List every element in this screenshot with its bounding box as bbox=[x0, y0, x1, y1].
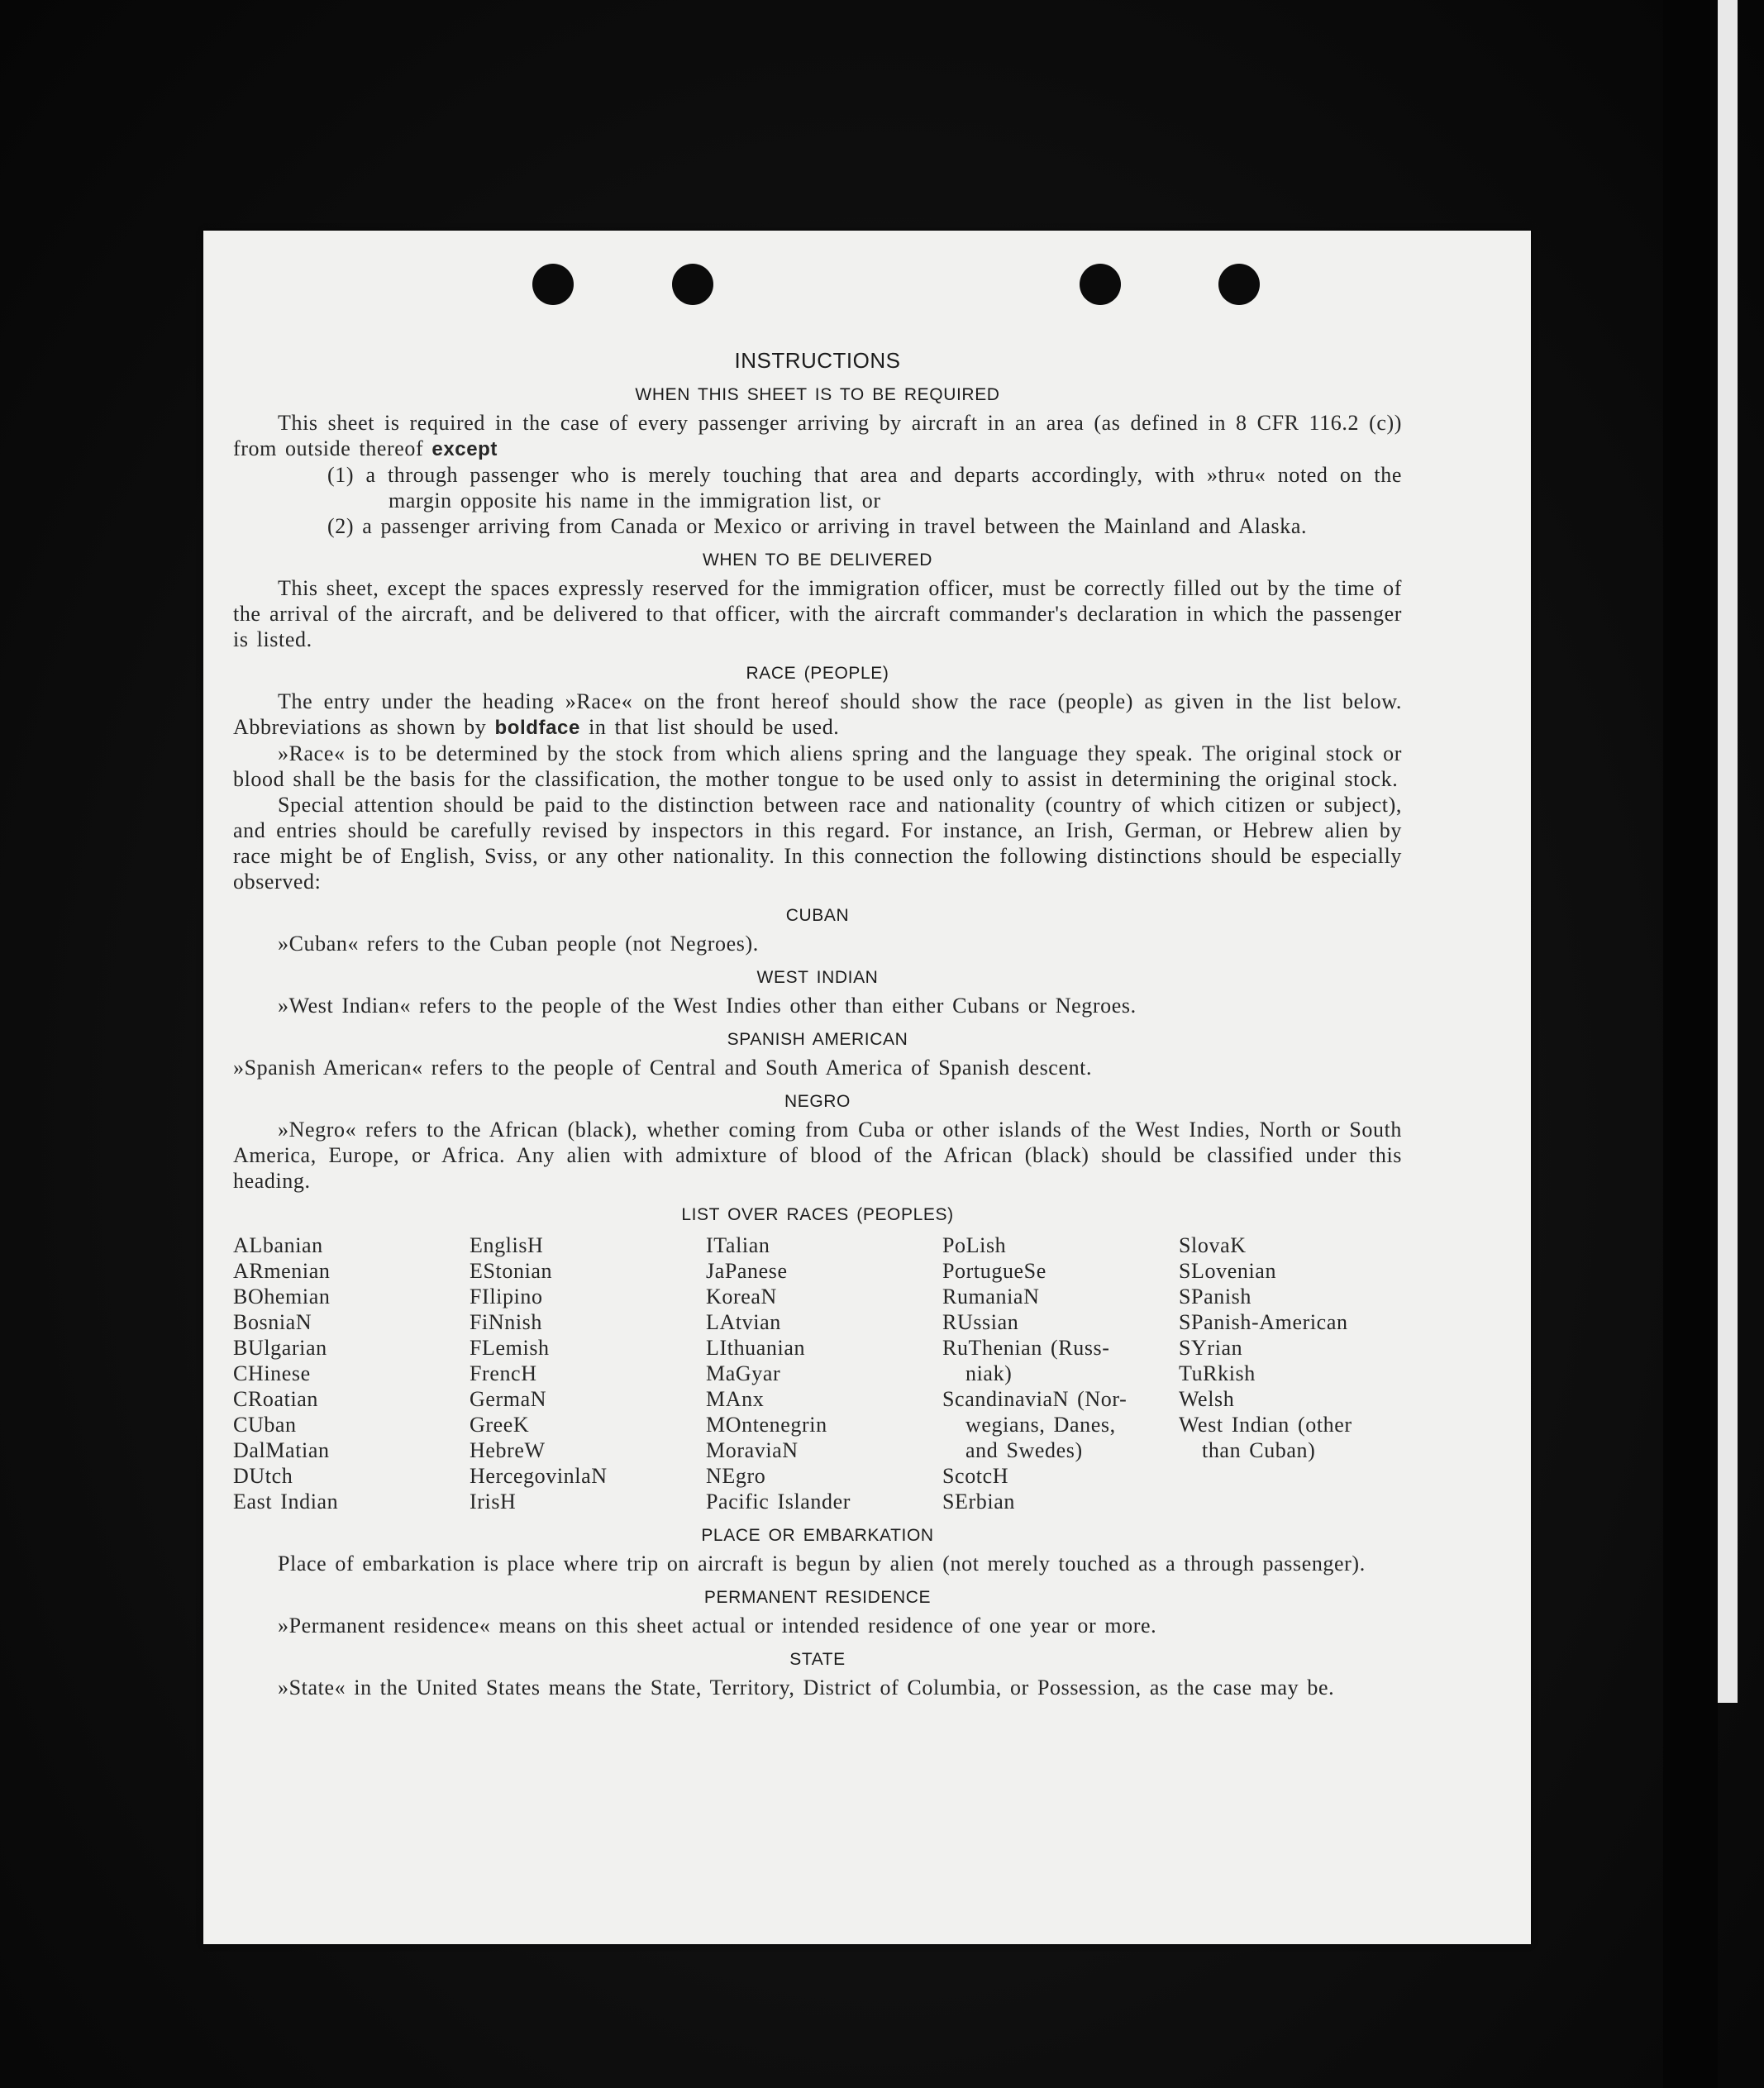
race-entry: SPanish bbox=[1179, 1285, 1252, 1309]
race-entry: GreeK bbox=[470, 1413, 530, 1437]
race-entry: RuThenian (Russ- bbox=[942, 1336, 1110, 1360]
race-entry: RumaniaN bbox=[942, 1285, 1040, 1309]
race-entry: FiNnish bbox=[470, 1310, 543, 1334]
heading-when-delivered: WHEN TO BE DELIVERED bbox=[702, 551, 933, 570]
race-entry: SPanish-American bbox=[1179, 1310, 1348, 1334]
race-entry: PoLish bbox=[942, 1233, 1007, 1257]
heading-cuban: CUBAN bbox=[785, 906, 850, 925]
race-entry: ScotcH bbox=[942, 1464, 1009, 1488]
race-entry: than Cuban) bbox=[1202, 1438, 1316, 1462]
race-entry: BosniaN bbox=[233, 1310, 312, 1334]
race-entry: SErbian bbox=[942, 1490, 1015, 1514]
paragraph-race-3: Special attention should be paid to the distinction between race and nationality (country of which citizen or subject), and entries should be carefully revised by inspectors in this regard. For instance, an Irish, German, or Hebrew alien by race might be of English, Sviss, or any other nationality. In this connection the following distinctions should be especially observed: bbox=[233, 793, 1402, 894]
heading-state: STATE bbox=[789, 1650, 846, 1669]
film-edge-shadow bbox=[1663, 0, 1718, 2088]
race-entry: SYrian bbox=[1179, 1336, 1243, 1360]
races-column bbox=[1179, 1232, 1402, 1514]
heading-negro: NEGRO bbox=[784, 1092, 851, 1111]
punch-hole bbox=[1218, 264, 1260, 305]
race-entry: IrisH bbox=[470, 1490, 517, 1514]
paragraph-spanish-american: »Spanish American« refers to the people of Central and South America of Spanish descent. bbox=[233, 1056, 1093, 1080]
paragraph-race-2: »Race« is to be determined by the stock from which aliens spring and the language they speak. The original stock or blood shall be the basis for the classification, the mother tongue to be used only to assist in determining the original stock. bbox=[233, 741, 1402, 791]
races-list bbox=[233, 1232, 1402, 1514]
race-entry: HebreW bbox=[470, 1438, 546, 1462]
race-entry: East Indian bbox=[233, 1490, 339, 1514]
sheet-content bbox=[233, 348, 1402, 1700]
race-entry: NEgro bbox=[706, 1464, 766, 1488]
paragraph-when-delivered: This sheet, except the spaces expressly reserved for the immigration officer, must be correctly filled out by the time of the arrival of the aircraft, and be delivered to that officer, with the aircraft commander's declaration in which the passenger is listed. bbox=[233, 576, 1402, 651]
paragraph-negro: »Negro« refers to the African (black), whether coming from Cuba or other islands of the West Indies, North or South America, Europe, or Africa. Any alien with admixture of blood of the African (black) should be classified under this heading. bbox=[233, 1118, 1402, 1193]
heading-embarkation: PLACE OR EMBARKATION bbox=[701, 1526, 934, 1545]
paragraph-race-1: The entry under the heading »Race« on the front hereof should show the race (people) as given in the list below. Abbreviations as shown by boldface in that list should be used. bbox=[233, 689, 1402, 739]
races-column bbox=[942, 1232, 1179, 1514]
paragraph-residence: »Permanent residence« means on this sheet actual or intended residence of one year or more. bbox=[278, 1614, 1157, 1638]
race-entry: ARmenian bbox=[233, 1259, 331, 1283]
race-entry: CUban bbox=[233, 1413, 297, 1437]
punch-hole bbox=[532, 264, 574, 305]
paragraph-state: »State« in the United States means the State, Territory, District of Columbia, or Possession, as the case may be. bbox=[278, 1676, 1335, 1699]
race-entry: PortugueSe bbox=[942, 1259, 1046, 1283]
race-entry: niak) bbox=[965, 1361, 1013, 1385]
race-entry: MoraviaN bbox=[706, 1438, 799, 1462]
race-entry: EnglisH bbox=[470, 1233, 544, 1257]
heading-west-indian: WEST INDIAN bbox=[756, 968, 879, 987]
paragraph-embarkation: Place of embarkation is place where trip on aircraft is begun by alien (not merely touched as a through passenger). bbox=[278, 1552, 1366, 1576]
races-column bbox=[706, 1232, 942, 1514]
race-entry: BUlgarian bbox=[233, 1336, 327, 1360]
race-entry: West Indian (other bbox=[1179, 1413, 1352, 1437]
heading-residence: PERMANENT RESIDENCE bbox=[703, 1588, 932, 1607]
page-title: INSTRUCTIONS bbox=[734, 348, 901, 373]
race-entry: CHinese bbox=[233, 1361, 311, 1385]
races-column bbox=[233, 1232, 470, 1514]
race-entry: JaPanese bbox=[706, 1259, 788, 1283]
race-entry: Pacific Islander bbox=[706, 1490, 851, 1514]
race-entry: SLovenian bbox=[1179, 1259, 1277, 1283]
race-entry: FLemish bbox=[470, 1336, 550, 1360]
punch-hole bbox=[1080, 264, 1121, 305]
race-entry: HercegovinlaN bbox=[470, 1464, 608, 1488]
race-entry: DalMatian bbox=[233, 1438, 330, 1462]
race-entry: Welsh bbox=[1179, 1387, 1235, 1411]
punch-hole bbox=[672, 264, 713, 305]
race-entry: ITalian bbox=[706, 1233, 770, 1257]
race-entry: wegians, Danes, bbox=[965, 1413, 1116, 1437]
race-entry: SlovaK bbox=[1179, 1233, 1247, 1257]
heading-spanish-american: SPANISH AMERICAN bbox=[727, 1030, 908, 1049]
race-entry: DUtch bbox=[233, 1464, 293, 1488]
film-edge-strip bbox=[1718, 0, 1738, 1703]
race-entry: GermaN bbox=[470, 1387, 547, 1411]
race-entry: CRoatian bbox=[233, 1387, 319, 1411]
paragraph-west-indian: »West Indian« refers to the people of the West Indies other than either Cubans or Negroes. bbox=[278, 994, 1137, 1018]
heading-when-required: WHEN THIS SHEET IS TO BE REQUIRED bbox=[635, 385, 1000, 404]
race-entry: BOhemian bbox=[233, 1285, 331, 1309]
race-entry: FIlipino bbox=[470, 1285, 543, 1309]
race-entry: LAtvian bbox=[706, 1310, 781, 1334]
race-entry: RUssian bbox=[942, 1310, 1019, 1334]
heading-races-list: LIST OVER RACES (PEOPLES) bbox=[681, 1205, 954, 1224]
race-entry: KoreaN bbox=[706, 1285, 777, 1309]
race-entry: MAnx bbox=[706, 1387, 765, 1411]
races-column bbox=[470, 1232, 706, 1514]
list-item: (1) a through passenger who is merely touching that area and departs accordingly, with »thru« noted on the margin opposite his name in the immigration list, or bbox=[327, 463, 1402, 512]
race-entry: MOntenegrin bbox=[706, 1413, 827, 1437]
paragraph-when-required: This sheet is required in the case of every passenger arriving by aircraft in an area (as defined in 8 CFR 116.2 (c)) from outside thereof except bbox=[233, 411, 1402, 460]
race-entry: TuRkish bbox=[1179, 1361, 1256, 1385]
race-entry: LIthuanian bbox=[706, 1336, 806, 1360]
race-entry: MaGyar bbox=[706, 1361, 781, 1385]
heading-race: RACE (PEOPLE) bbox=[746, 664, 889, 683]
race-entry: EStonian bbox=[470, 1259, 553, 1283]
race-entry: FrencH bbox=[470, 1361, 537, 1385]
instruction-sheet bbox=[203, 231, 1531, 1944]
paragraph-cuban: »Cuban« refers to the Cuban people (not Negroes). bbox=[278, 932, 759, 956]
list-item: (2) a passenger arriving from Canada or Mexico or arriving in travel between the Mainland and Alaska. bbox=[327, 514, 1308, 538]
race-entry: ALbanian bbox=[233, 1233, 323, 1257]
race-entry: ScandinaviaN (Nor- bbox=[942, 1387, 1128, 1411]
race-entry: and Swedes) bbox=[965, 1438, 1083, 1462]
